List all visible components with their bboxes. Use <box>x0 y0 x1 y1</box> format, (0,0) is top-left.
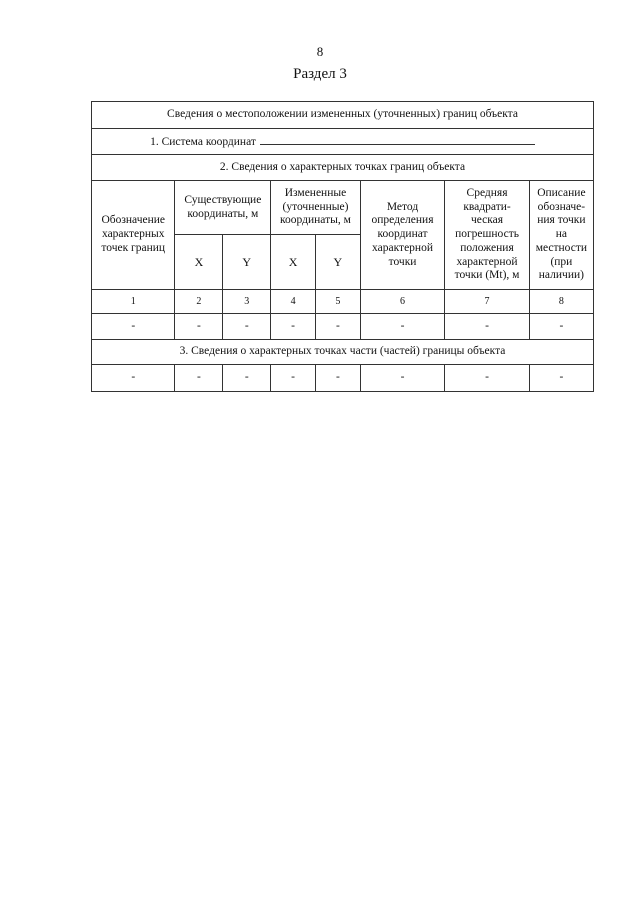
table-row <box>92 365 594 392</box>
column-number: 7 <box>445 290 530 314</box>
coord-system-label: 1. Система координат <box>150 136 256 149</box>
header-existing-coords: Существующие координаты, м <box>175 181 271 235</box>
header-method: Метод определения координат характерной точки <box>360 181 445 290</box>
table-row <box>92 314 594 340</box>
column-number: 5 <box>315 290 360 314</box>
column-number: 6 <box>360 290 445 314</box>
section3-label: 3. Сведения о характерных точках части (частей) границы объекта <box>92 340 594 365</box>
table-cell: - <box>445 314 530 340</box>
header-description: Описание обозначе- ния точки на местности (при наличии) <box>529 181 593 290</box>
column-number: 1 <box>92 290 175 314</box>
table-cell: - <box>223 365 271 392</box>
coord-system-blank <box>260 133 535 145</box>
column-number-row <box>92 290 594 314</box>
table-cell: - <box>360 365 445 392</box>
table-cell: - <box>223 314 271 340</box>
column-number: 4 <box>271 290 316 314</box>
table-cell: - <box>175 365 223 392</box>
column-number: 2 <box>175 290 223 314</box>
table-cell: - <box>271 365 316 392</box>
header-changed-y: Y <box>315 235 360 290</box>
column-number: 3 <box>223 290 271 314</box>
table-cell: - <box>175 314 223 340</box>
section-title: Раздел 3 <box>293 66 347 82</box>
header-existing-x: X <box>175 235 223 290</box>
section2-label: 2. Сведения о характерных точках границ объекта <box>92 155 594 181</box>
header-existing-y: Y <box>223 235 271 290</box>
table-cell: - <box>92 314 175 340</box>
table-cell: - <box>445 365 530 392</box>
table-cell: - <box>315 365 360 392</box>
table-cell: - <box>271 314 316 340</box>
table-cell: - <box>315 314 360 340</box>
header-mean-error: Средняя квадрати- ческая погрешность положения характерной точки (Mt), м <box>445 181 530 290</box>
column-number: 8 <box>529 290 593 314</box>
table-cell: - <box>360 314 445 340</box>
table-cell: - <box>529 314 593 340</box>
boundary-table <box>91 101 594 392</box>
table-title: Сведения о местоположении измененных (уточненных) границ объекта <box>92 102 594 129</box>
coord-system-row <box>92 129 594 155</box>
header-changed-x: X <box>271 235 316 290</box>
header-changed-coords: Измененные (уточненные) координаты, м <box>271 181 361 235</box>
page-number: 8 <box>316 44 324 59</box>
table-cell: - <box>92 365 175 392</box>
header-point-designation: Обозначение характерных точек границ <box>92 181 175 290</box>
table-cell: - <box>529 365 593 392</box>
